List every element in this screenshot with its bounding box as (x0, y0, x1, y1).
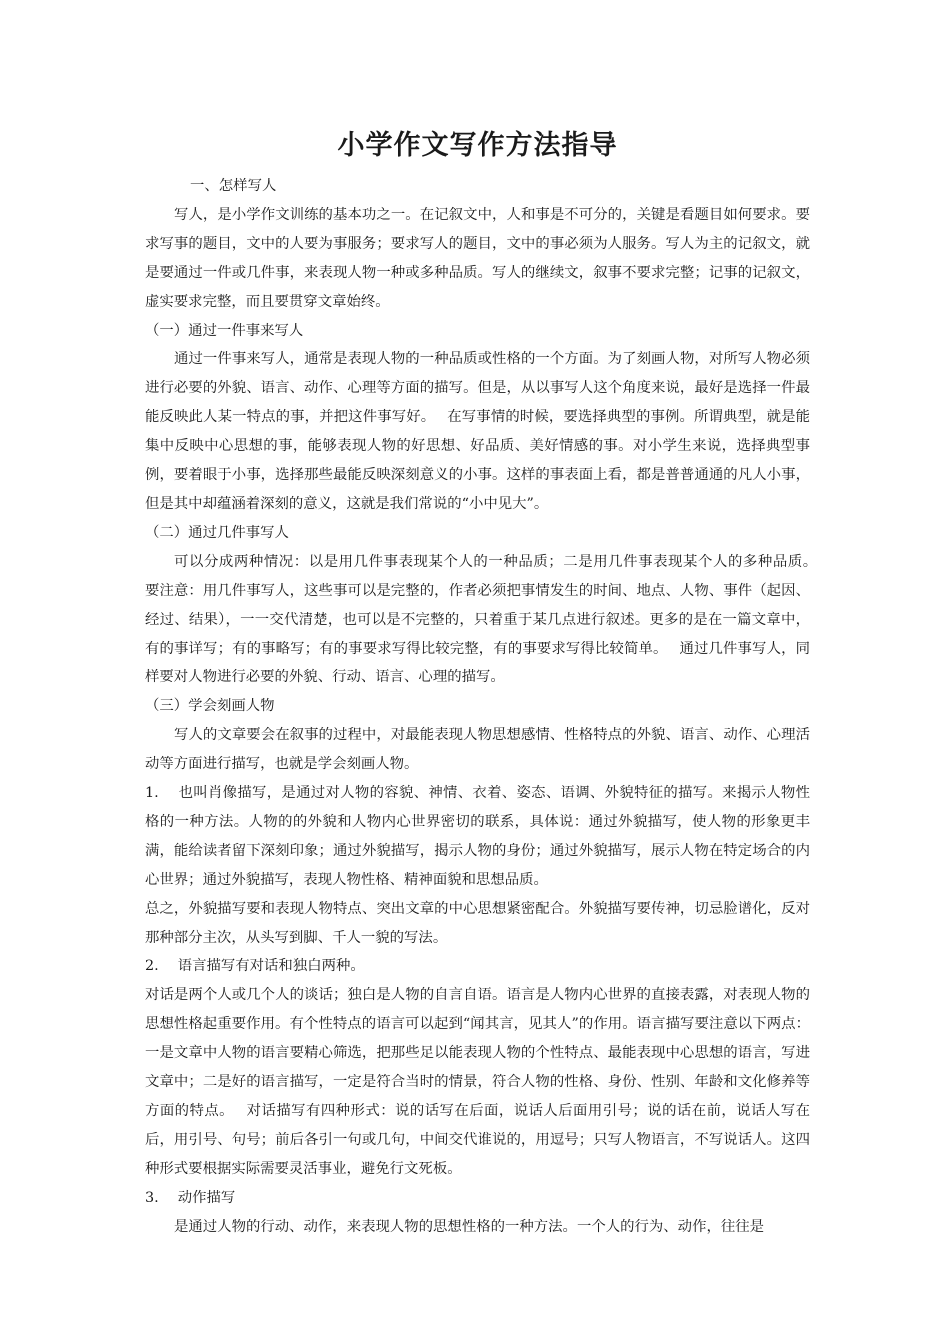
paragraph: 3. 动作描写 (145, 1189, 236, 1206)
paragraph: 写人的文章要会在叙事的过程中，对最能表现人物思想感情、性格特点的外貌、语言、动作、心理活动等方面进行描写，也就是学会刻画人物。 (145, 727, 810, 773)
paragraph: 是通过人物的行动、动作，来表现人物的思想性格的一种方法。一个人的行为、动作，往往是 (174, 1218, 765, 1235)
section-heading: 一、怎样写人 (190, 178, 277, 194)
paragraph: 可以分成两种情况：以是用几件事表现某个人的一种品质；二是用几件事表现某个人的多种品质。 要注意：用几件事写人，这些事可以是完整的，作者必须把事情发生的时间、地点、人物、事件（起因、经过、结果），一一交代清楚，也可以是不完整的，只着重于某几点进行叙述。更多的是在一篇文章中，有的事详写；有的事略写；有的事要求写得比较完整，有的事要求写得比较简单。 通过几件事写人，同样要对人物进行必要的外貌、行动、语言、心理的描写。 (145, 553, 829, 686)
section-heading: （三）学会刻画人物 (145, 698, 275, 715)
section-heading: （一）通过一件事来写人 (145, 322, 304, 339)
paragraph: 2. 语言描写有对话和独白两种。 (145, 958, 365, 975)
section-heading: （二）通过几件事写人 (145, 524, 289, 541)
paragraph: 写人，是小学作文训练的基本功之一。在记叙文中，人和事是不可分的，关键是看题目如何要求。要求写事的题目，文中的人要为事服务；要求写人的题目，文中的事必须为人服务。写人为主的记叙文，就是要通过一件或几件事，来表现人物一种或多种品质。写人的继续文，叙事不要求完整；记事的记叙文，虚实要求完整，而且要贯穿文章始终。 (145, 206, 810, 310)
paragraph: 通过一件事来写人，通常是表现人物的一种品质或性格的一个方面。为了刻画人物，对所写人物必须进行必要的外貌、语言、动作、心理等方面的描写。但是，从以事写人这个角度来说，最好是选择一件最能反映此人某一特点的事，并把这件事写好。 在写事情的时候，要选择典型的事例。所谓典型，就是能集中反映中心思想的事，能够表现人物的好思想、好品质、美好情感的事。对小学生来说，选择典型事例，要着眼于小事，选择那些最能反映深刻意义的小事。这样的事表面上看，都是普普通通的凡人小事，但是其中却蕴涵着深刻的意义，这就是我们常说的“小中见大”。 (145, 351, 810, 512)
document-body (145, 172, 829, 1242)
paragraph: 总之，外貌描写要和表现人物特点、突出文章的中心思想紧密配合。外貌描写要传神，切忌脸谱化，反对那种部分主次，从头写到脚、千人一貌的写法。 (145, 900, 810, 946)
paragraph: 1. 也叫肖像描写，是通过对人物的容貌、神情、衣着、姿态、语调、外貌特征的描写。来揭示人物性格的一种方法。人物的的外貌和人物内心世界密切的联系，具体说：通过外貌描写，使人物的形象更丰满，能给读者留下深刻印象；通过外貌描写，揭示人物的身份；通过外貌描写，展示人物在特定场合的内心世界；通过外貌描写，表现人物性格、精神面貌和思想品质。 (145, 785, 810, 888)
document-title: 小学作文写作方法指导 (337, 130, 618, 161)
paragraph: 对话是两个人或几个人的谈话；独白是人物的自言自语。语言是人物内心世界的直接表露，对表现人物的思想性格起重要作用。有个性特点的语言可以起到“闻其言，见其人”的作用。语言描写要注意以下两点：一是文章中人物的语言要精心筛选，把那些足以能表现人物的个性特点、最能表现中心思想的语言，写进文章中；二是好的语言描写，一定是符合当时的情景，符合人物的性格、身份、性别、年龄和文化修养等方面的特点。 对话描写有四种形式：说的话写在后面，说话人后面用引号；说的话在前，说话人写在后，用引号、句号；前后各引一句或几句，中间交代谁说的，用逗号；只写人物语言，不写说话人。这四种形式要根据实际需要灵活事业，避免行文死板。 (145, 987, 810, 1177)
